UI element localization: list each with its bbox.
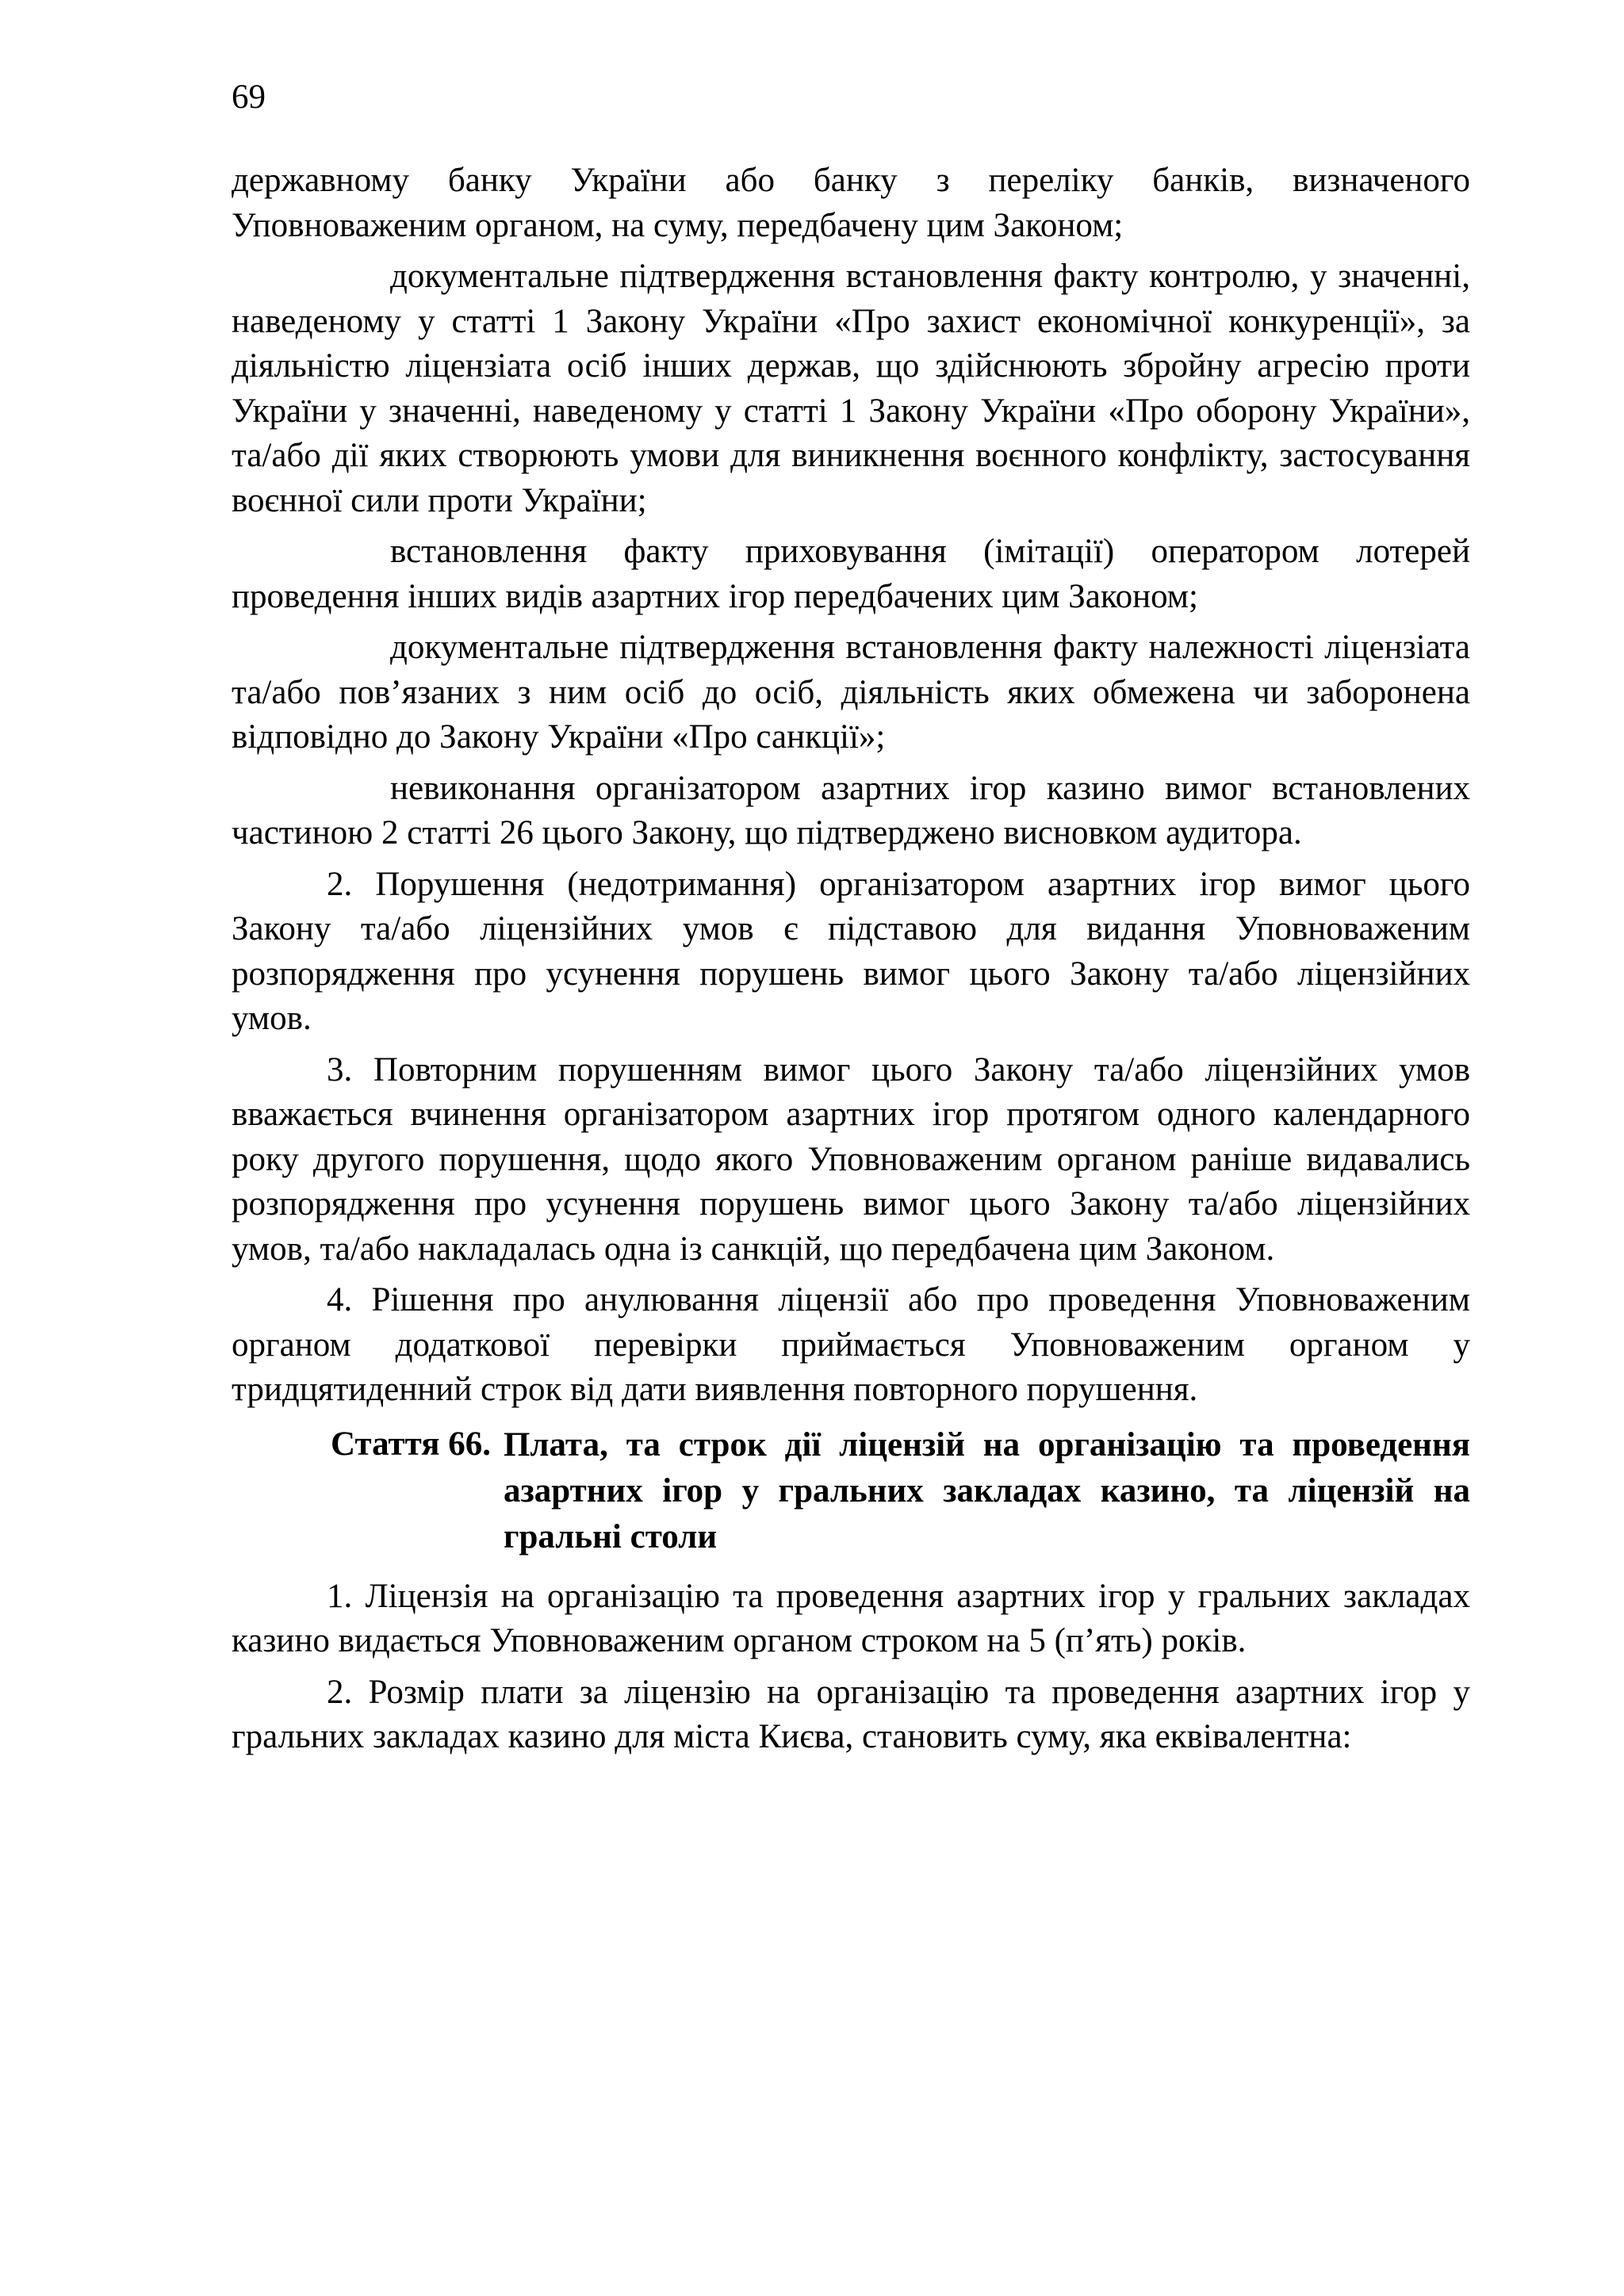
article-title: Плата, та строк дії ліцензій на організацію та проведення азартних ігор у гральних закладах казино, та ліцензій на гральні столи: [503, 1425, 1470, 1556]
document-body: [232, 159, 1470, 1766]
paragraph-item-4: 4. Рішення про анулювання ліцензії або про проведення Уповноваженим органом додаткової перевірки приймається Уповноваженим органом у тридцятиденний строк від дати виявлення повторного порушення.: [232, 1281, 1470, 1408]
paragraph-sanctions: документальне підтвердження встановлення факту належності ліцензіата та/або пов’язаних з ним осіб до осіб, діяльність яких обмежена чи заборонена відповідно до Закону України «Про санкції»;: [232, 629, 1470, 756]
paragraph-continuation: державному банку України або банку з переліку банків, визначеного Уповноваженим органом, на суму, передбачену цим Законом;: [232, 162, 1470, 244]
article-paragraph-2: 2. Розмір плати за ліцензію на організацію та проведення азартних ігор у гральних закладах казино для міста Києва, становить суму, яка еквівалентна:: [232, 1673, 1470, 1755]
paragraph-lottery-imitation: встановлення факту приховування (імітації) оператором лотерей проведення інших видів азартних ігор передбачених цим Законом;: [232, 533, 1470, 615]
paragraph-auditor: невиконання організатором азартних ігор казино вимог встановлених частиною 2 статті 26 цього Закону, що підтверджено висновком аудитора.: [232, 769, 1470, 851]
article-label: Стаття 66.: [331, 1425, 491, 1463]
article-paragraph-1: 1. Ліцензія на організацію та проведення азартних ігор у гральних закладах казино видається Уповноваженим органом строком на 5 (п’ять) років.: [232, 1577, 1470, 1659]
page-number: 69: [232, 78, 266, 116]
paragraph-item-3: 3. Повторним порушенням вимог цього Закону та/або ліцензійних умов вважається вчинення організатором азартних ігор протягом одного календарного року другого порушення, щодо якого Уповноваженим органом раніше видавались розпорядження про усунення порушень вимог цього Закону та/або ліцензійних умов, та/або накладалась одна із санкцій, що передбачена цим Законом.: [232, 1050, 1470, 1268]
paragraph-control-fact: документальне підтвердження встановлення факту контролю, у значенні, наведеному у статті 1 Закону України «Про захист економічної конкуренції», за діяльністю ліцензіата осіб інших держав, що здійснюють збройну агресію проти України у значенні, наведеному у статті 1 Закону України «Про оборону України», та/або дії яких створюють умови для виникнення воєнного конфлікту, застосування воєнної сили проти України;: [232, 258, 1470, 519]
article-heading: [232, 1422, 1470, 1560]
paragraph-item-2: 2. Порушення (недотримання) організатором азартних ігор вимог цього Закону та/або ліцензійних умов є підставою для видання Уповноваженим розпорядження про усунення порушень вимог цього Закону та/або ліцензійних умов.: [232, 865, 1470, 1037]
